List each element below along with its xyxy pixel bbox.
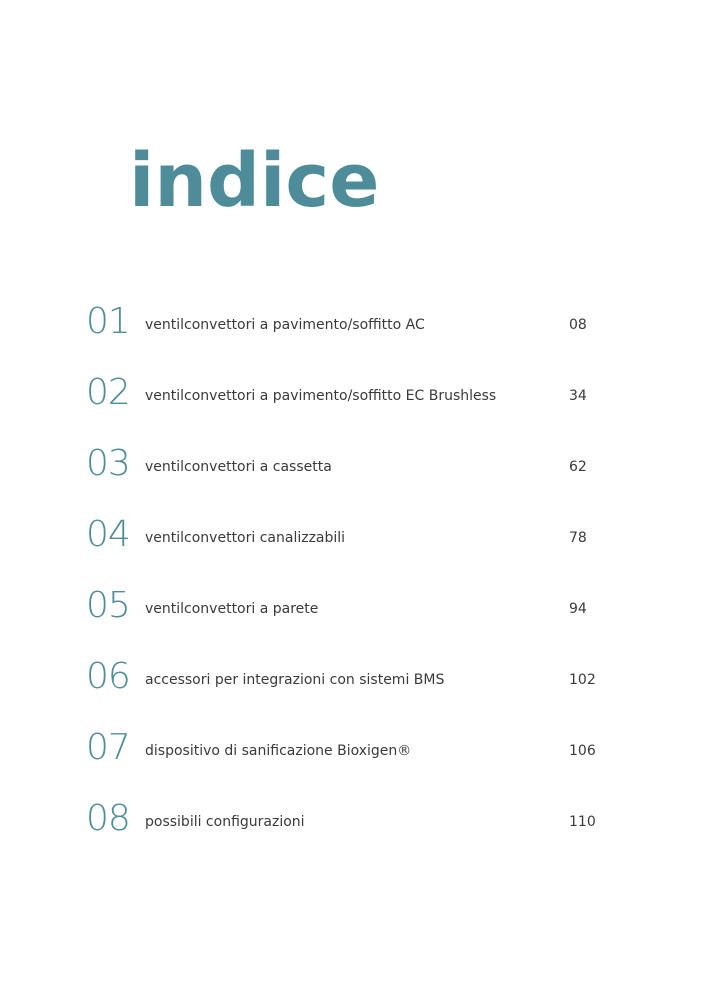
- toc-entry-page: 110: [569, 814, 596, 830]
- toc-entry-title: possibili configurazioni: [145, 814, 305, 830]
- toc-entry-page: 106: [569, 743, 596, 759]
- toc-entry-number: 04: [86, 514, 130, 555]
- toc-entry-title: ventilconvettori a parete: [145, 601, 319, 617]
- toc-entry[interactable]: [0, 797, 710, 857]
- toc-entry-number: 05: [86, 585, 130, 626]
- toc-entry[interactable]: [0, 300, 710, 360]
- toc-entry-page: 34: [569, 388, 587, 404]
- toc-entry-page: 62: [569, 459, 587, 475]
- toc-entry-number: 07: [86, 727, 130, 768]
- toc-entry[interactable]: [0, 726, 710, 786]
- toc-entry-page: 08: [569, 317, 587, 333]
- toc-entry-title: ventilconvettori a pavimento/soffitto EC Brushless: [145, 388, 497, 404]
- toc-entry-title: accessori per integrazioni con sistemi BMS: [145, 672, 445, 688]
- toc-entry-page: 102: [569, 672, 596, 688]
- toc-entry-number: 02: [86, 372, 130, 413]
- toc-entry[interactable]: [0, 371, 710, 431]
- toc-entry-title: ventilconvettori a cassetta: [145, 459, 332, 475]
- toc-entry[interactable]: [0, 655, 710, 715]
- toc-entry-page: 94: [569, 601, 587, 617]
- toc-entry-title: dispositivo di sanificazione Bioxigen®: [145, 743, 412, 759]
- toc-entry[interactable]: [0, 513, 710, 573]
- toc-entry-number: 08: [86, 798, 130, 839]
- toc-entry-number: 03: [86, 443, 130, 484]
- toc-entry-title: ventilconvettori a pavimento/soffitto AC: [145, 317, 425, 333]
- toc-entry[interactable]: [0, 584, 710, 644]
- toc-entry-number: 06: [86, 656, 130, 697]
- toc-entry-title: ventilconvettori canalizzabili: [145, 530, 346, 546]
- toc-entry-number: 01: [86, 301, 130, 342]
- toc-entry[interactable]: [0, 442, 710, 502]
- toc-entry-page: 78: [569, 530, 587, 546]
- page-title: indice: [129, 138, 380, 224]
